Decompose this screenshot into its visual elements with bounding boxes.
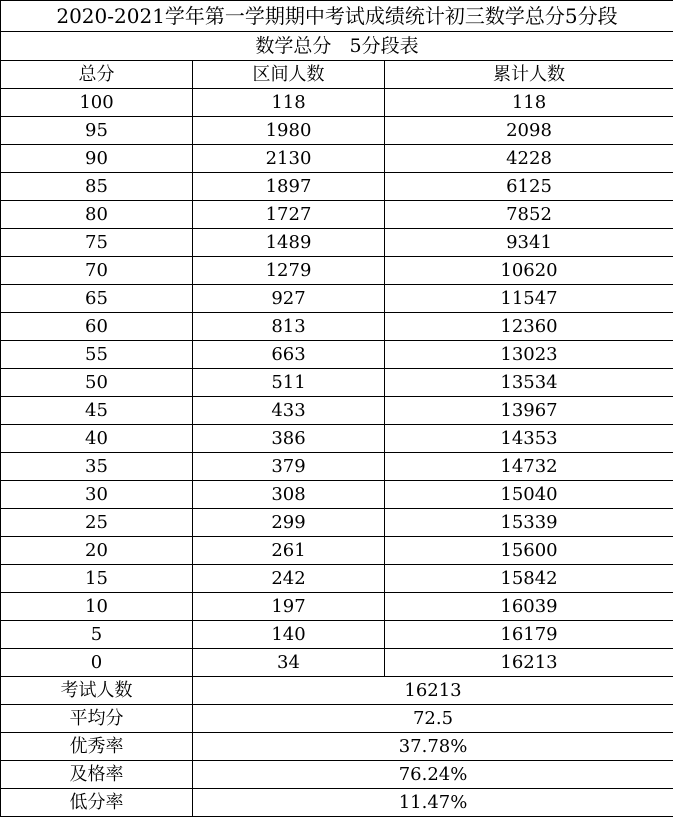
- cell-score: 95: [1, 117, 193, 145]
- table-row: [1, 481, 673, 509]
- cell-score: 55: [1, 341, 193, 369]
- cell-interval-count: 34: [193, 649, 385, 677]
- header-score: 总分: [1, 61, 193, 89]
- cell-interval-count: 197: [193, 593, 385, 621]
- summary-label: 低分率: [1, 789, 193, 817]
- cell-score: 0: [1, 649, 193, 677]
- summary-row: [1, 705, 673, 733]
- cell-score: 100: [1, 89, 193, 117]
- table-row: [1, 537, 673, 565]
- summary-row: [1, 733, 673, 761]
- cell-interval-count: 2130: [193, 145, 385, 173]
- header-row: [1, 61, 673, 89]
- cell-interval-count: 1489: [193, 229, 385, 257]
- cell-interval-count: 140: [193, 621, 385, 649]
- cell-score: 70: [1, 257, 193, 285]
- table-row: [1, 257, 673, 285]
- table-row: [1, 145, 673, 173]
- cell-score: 10: [1, 593, 193, 621]
- cell-cumulative-count: 7852: [385, 201, 673, 229]
- cell-score: 5: [1, 621, 193, 649]
- table-row: [1, 593, 673, 621]
- cell-score: 65: [1, 285, 193, 313]
- cell-score: 20: [1, 537, 193, 565]
- cell-interval-count: 261: [193, 537, 385, 565]
- summary-row: [1, 677, 673, 705]
- cell-interval-count: 386: [193, 425, 385, 453]
- table-row: [1, 621, 673, 649]
- cell-score: 85: [1, 173, 193, 201]
- cell-cumulative-count: 12360: [385, 313, 673, 341]
- cell-interval-count: 1897: [193, 173, 385, 201]
- table-row: [1, 425, 673, 453]
- summary-row: [1, 789, 673, 817]
- summary-row: [1, 761, 673, 789]
- cell-interval-count: 379: [193, 453, 385, 481]
- cell-interval-count: 927: [193, 285, 385, 313]
- cell-interval-count: 308: [193, 481, 385, 509]
- summary-value: 37.78%: [193, 733, 673, 761]
- cell-cumulative-count: 15600: [385, 537, 673, 565]
- table-row: [1, 453, 673, 481]
- cell-cumulative-count: 118: [385, 89, 673, 117]
- cell-cumulative-count: 13967: [385, 397, 673, 425]
- cell-score: 90: [1, 145, 193, 173]
- table-row: [1, 201, 673, 229]
- header-cumulative-count: 累计人数: [385, 61, 673, 89]
- cell-cumulative-count: 4228: [385, 145, 673, 173]
- cell-cumulative-count: 14353: [385, 425, 673, 453]
- cell-interval-count: 299: [193, 509, 385, 537]
- cell-interval-count: 813: [193, 313, 385, 341]
- table-title: 2020-2021学年第一学期期中考试成绩统计初三数学总分5分段: [1, 1, 673, 32]
- cell-score: 25: [1, 509, 193, 537]
- cell-cumulative-count: 11547: [385, 285, 673, 313]
- cell-cumulative-count: 2098: [385, 117, 673, 145]
- cell-cumulative-count: 16213: [385, 649, 673, 677]
- cell-cumulative-count: 15339: [385, 509, 673, 537]
- table-row: [1, 649, 673, 677]
- summary-label: 及格率: [1, 761, 193, 789]
- cell-score: 80: [1, 201, 193, 229]
- cell-cumulative-count: 9341: [385, 229, 673, 257]
- cell-cumulative-count: 6125: [385, 173, 673, 201]
- table-row: [1, 117, 673, 145]
- cell-score: 40: [1, 425, 193, 453]
- table-row: [1, 565, 673, 593]
- table-row: [1, 229, 673, 257]
- cell-score: 60: [1, 313, 193, 341]
- subtitle-row: [1, 32, 673, 61]
- cell-score: 35: [1, 453, 193, 481]
- summary-label: 平均分: [1, 705, 193, 733]
- table-subtitle: 数学总分 5分段表: [1, 32, 673, 61]
- cell-score: 45: [1, 397, 193, 425]
- table-row: [1, 313, 673, 341]
- cell-cumulative-count: 14732: [385, 453, 673, 481]
- summary-label: 优秀率: [1, 733, 193, 761]
- table-row: [1, 369, 673, 397]
- cell-cumulative-count: 15842: [385, 565, 673, 593]
- table-row: [1, 397, 673, 425]
- summary-value: 72.5: [193, 705, 673, 733]
- cell-cumulative-count: 16179: [385, 621, 673, 649]
- summary-value: 76.24%: [193, 761, 673, 789]
- cell-score: 50: [1, 369, 193, 397]
- summary-value: 11.47%: [193, 789, 673, 817]
- cell-interval-count: 118: [193, 89, 385, 117]
- cell-cumulative-count: 13534: [385, 369, 673, 397]
- cell-cumulative-count: 15040: [385, 481, 673, 509]
- cell-interval-count: 511: [193, 369, 385, 397]
- cell-interval-count: 1279: [193, 257, 385, 285]
- cell-interval-count: 433: [193, 397, 385, 425]
- header-interval-count: 区间人数: [193, 61, 385, 89]
- cell-interval-count: 1727: [193, 201, 385, 229]
- table-row: [1, 173, 673, 201]
- cell-cumulative-count: 10620: [385, 257, 673, 285]
- title-row: [1, 1, 673, 32]
- table-row: [1, 341, 673, 369]
- cell-score: 75: [1, 229, 193, 257]
- cell-cumulative-count: 13023: [385, 341, 673, 369]
- table-row: [1, 285, 673, 313]
- cell-interval-count: 242: [193, 565, 385, 593]
- cell-score: 15: [1, 565, 193, 593]
- summary-label: 考试人数: [1, 677, 193, 705]
- cell-score: 30: [1, 481, 193, 509]
- cell-cumulative-count: 16039: [385, 593, 673, 621]
- cell-interval-count: 663: [193, 341, 385, 369]
- table-row: [1, 89, 673, 117]
- cell-interval-count: 1980: [193, 117, 385, 145]
- summary-value: 16213: [193, 677, 673, 705]
- table-row: [1, 509, 673, 537]
